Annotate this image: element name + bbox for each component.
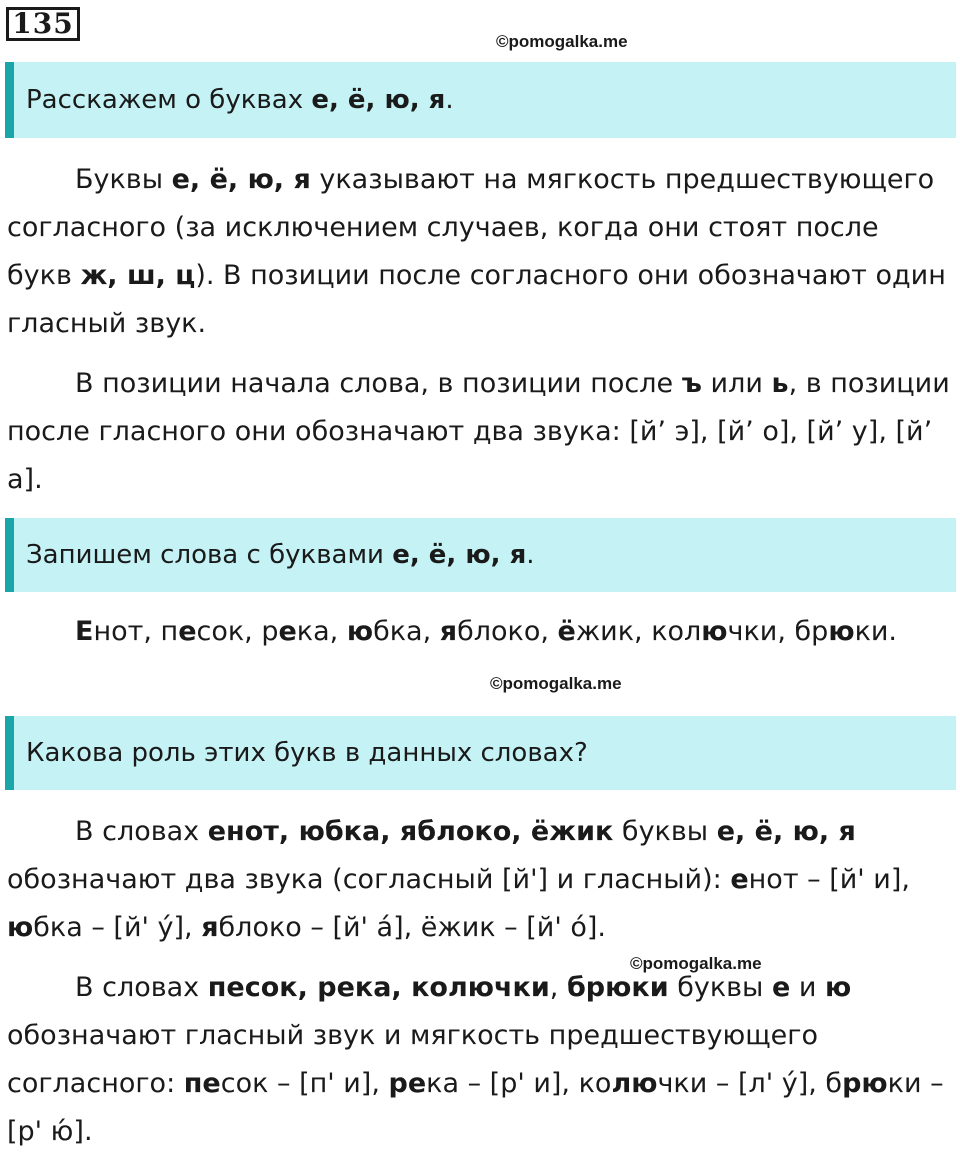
- p4-t5: обозначают гласный звук и мягкость предшествующего согласного:: [7, 1020, 819, 1099]
- p4-b5: пе: [183, 1068, 221, 1099]
- p3-b3: е: [730, 864, 749, 895]
- p4-t6: сок – [п' и],: [220, 1068, 389, 1099]
- w3b: е: [278, 616, 297, 647]
- p4-t8: чки – [л' у́], б: [657, 1068, 843, 1099]
- w8b: ю: [828, 616, 855, 647]
- p3-t2: буквы: [613, 816, 717, 847]
- heading-1-bold: е, ё, ю, я: [311, 85, 446, 115]
- p3-t3: обозначают два звука (согласный [й'] и гласный):: [7, 864, 731, 895]
- heading-2: [5, 518, 956, 592]
- w4t: бка,: [373, 616, 440, 647]
- p4-b6: ре: [388, 1068, 427, 1099]
- watermark-top: ©pomogalka.me: [496, 32, 628, 51]
- p1-t2: указывают на мягкость предшествующего согласного (за исключением случаев, когда они стоят после букв: [7, 164, 935, 291]
- heading-1-text: Расскажем о буквах: [26, 85, 312, 115]
- w8t: ки.: [854, 616, 898, 647]
- heading-1: [5, 62, 956, 138]
- p3-b5: я: [201, 912, 219, 943]
- p4-t7: ка – [р' и], ко: [426, 1068, 612, 1099]
- w1t: нот,: [93, 616, 161, 647]
- p4-b3: е: [771, 972, 791, 1003]
- paragraph-1: [7, 156, 952, 348]
- watermark-middle: ©pomogalka.me: [490, 674, 622, 693]
- p1-b1: е, ё, ю, я: [171, 164, 311, 195]
- p4-t2: ,: [549, 972, 567, 1003]
- w5t: блоко,: [457, 616, 558, 647]
- p3-b2: е, ё, ю, я: [716, 816, 856, 847]
- w7a: кол: [651, 616, 702, 647]
- w3t: ка,: [296, 616, 347, 647]
- w7b: ю: [701, 616, 728, 647]
- p1-t1: Буквы: [75, 164, 172, 195]
- heading-2-bold: е, ё, ю, я: [392, 540, 527, 570]
- w4b: ю: [346, 616, 374, 647]
- p4-b1: песок, река, колючки: [207, 972, 550, 1003]
- p3-b4: ю: [7, 912, 34, 943]
- p4-b7: лю: [611, 1068, 658, 1099]
- p2-t1: В позиции начала слова, в позиции после: [75, 368, 682, 399]
- heading-3: [5, 716, 956, 790]
- w2a: п: [160, 616, 179, 647]
- w3a: р: [261, 616, 279, 647]
- w6t: жик,: [575, 616, 652, 647]
- p2-b2: ь: [771, 368, 789, 399]
- w6b: ё: [557, 616, 576, 647]
- watermark-bottom: ©pomogalka.me: [630, 954, 762, 973]
- w2t: сок,: [196, 616, 262, 647]
- paragraph-3: [7, 808, 952, 952]
- p4-b2: брюки: [566, 972, 669, 1003]
- w7t: чки,: [727, 616, 795, 647]
- p2-t3: , в позиции после гласного они обозначают два звука: [й’ э], [й’ о], [й’ у], [й’ а].: [7, 368, 950, 495]
- p3-t5: бка – [й' у́],: [33, 912, 202, 943]
- p1-b2: ж, ш, ц: [80, 260, 196, 291]
- paragraph-4: [7, 964, 952, 1156]
- w1b: Е: [75, 616, 94, 647]
- word-list: [7, 608, 952, 656]
- w8a: бр: [794, 616, 829, 647]
- p3-b1: енот, юбка, яблоко, ёжик: [207, 816, 614, 847]
- heading-2-text: Запишем слова с буквами: [26, 540, 393, 570]
- p2-t2: или: [701, 368, 772, 399]
- p4-t4: и: [790, 972, 825, 1003]
- w2b: е: [178, 616, 197, 647]
- p4-t3: буквы: [668, 972, 772, 1003]
- p3-t1: В словах: [75, 816, 208, 847]
- p1-t3: ). В позиции после согласного они обозначают один гласный звук.: [7, 260, 946, 339]
- p4-b8: рю: [842, 1068, 888, 1099]
- paragraph-2: [7, 360, 952, 504]
- p3-t4: нот – [й' и],: [748, 864, 910, 895]
- w5b: я: [439, 616, 458, 647]
- heading-1-end: .: [445, 85, 454, 115]
- heading-2-end: .: [526, 540, 535, 570]
- p3-t6: блоко – [й' а́], ёжик – [й' о́].: [218, 912, 606, 943]
- p2-b1: ъ: [681, 368, 702, 399]
- task-number: 135: [6, 7, 80, 41]
- heading-3-text: Какова роль этих букв в данных словах?: [26, 738, 588, 768]
- p4-t1: В словах: [75, 972, 208, 1003]
- p4-b4: ю: [825, 972, 852, 1003]
- p4-t9: ки – [р' ю́].: [7, 1068, 944, 1147]
